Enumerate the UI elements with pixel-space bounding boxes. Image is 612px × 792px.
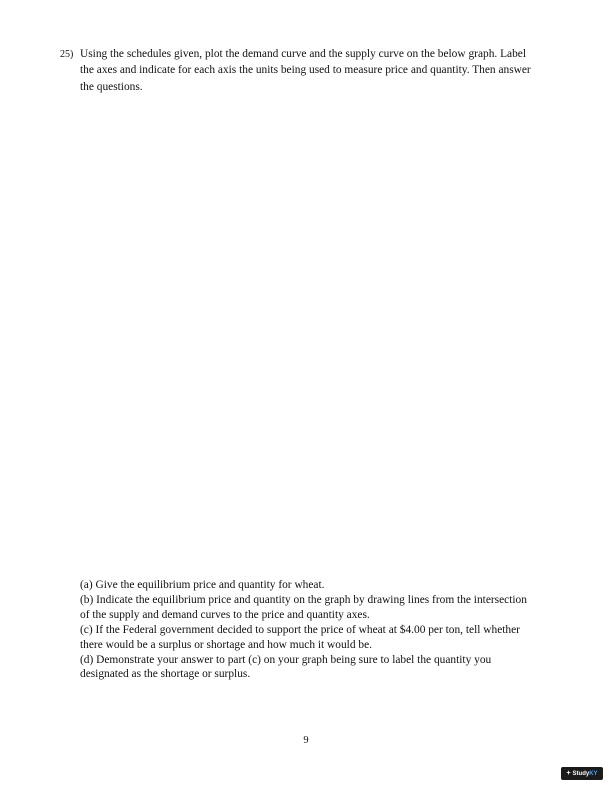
part-d-line-continued: designated as the shortage or surplus. bbox=[80, 668, 251, 681]
question-line: the axes and indicate for each axis the units being used to measure price and quantity. Then answer bbox=[80, 64, 531, 77]
question-text bbox=[80, 46, 570, 95]
question-parts bbox=[80, 578, 570, 682]
question-line: the questions. bbox=[80, 80, 143, 93]
question-25 bbox=[60, 46, 570, 95]
question-number: 25) bbox=[60, 48, 74, 60]
part-a-line: (a) Give the equilibrium price and quantity for wheat. bbox=[80, 579, 325, 591]
part-c-line: (c) If the Federal government decided to support the price of wheat at $4.00 per ton, tell whether bbox=[80, 623, 520, 636]
part-c-line-continued: there would be a surplus or shortage and how much it would be. bbox=[80, 638, 372, 651]
page-number: 9 bbox=[303, 735, 309, 746]
plus-icon: + bbox=[566, 770, 571, 777]
part-b-line: (b) Indicate the equilibrium price and quantity on the graph by drawing lines from the intersection bbox=[80, 593, 527, 606]
question-line: Using the schedules given, plot the demand curve and the supply curve on the below graph. Label bbox=[80, 48, 527, 60]
studykey-badge[interactable] bbox=[561, 767, 603, 780]
badge-brand-accent: KY bbox=[589, 770, 598, 777]
badge-brand: Study bbox=[572, 770, 590, 777]
part-d-line: (d) Demonstrate your answer to part (c) on your graph being sure to label the quantity you bbox=[80, 653, 492, 666]
part-b-line-continued: of the supply and demand curves to the price and quantity axes. bbox=[80, 608, 370, 621]
